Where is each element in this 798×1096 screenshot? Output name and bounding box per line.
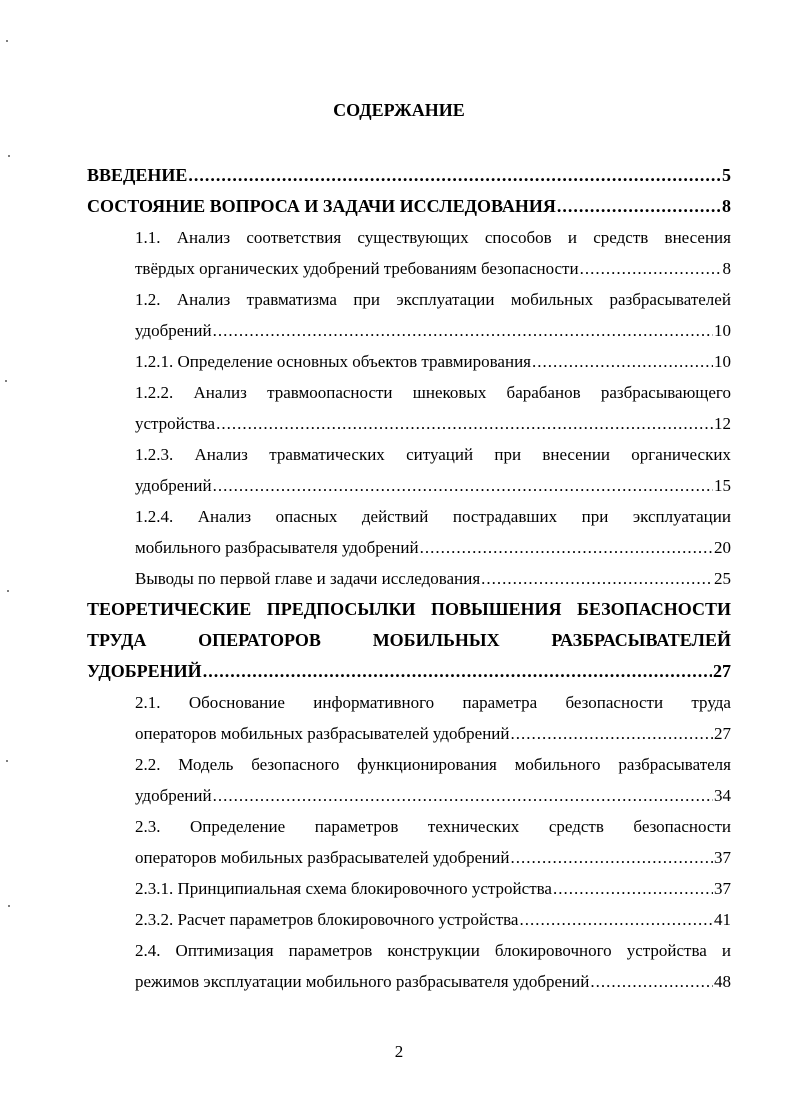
toc-entry[interactable]: [135, 811, 731, 873]
toc-word: разбрасывающего: [600, 383, 731, 402]
toc-word: внесении: [542, 445, 611, 464]
toc-entry-line: [135, 284, 731, 315]
toc-word: безопасного: [251, 755, 340, 774]
dot-leader: [553, 873, 713, 904]
toc-entry-last-line: [135, 904, 731, 935]
toc-entry-text: 1.2.1. Определение основных объектов травмирования: [135, 352, 531, 371]
toc-word: Анализ: [197, 507, 252, 526]
toc-entry[interactable]: [87, 160, 731, 191]
toc-word: БЕЗОПАСНОСТИ: [577, 599, 731, 619]
toc-word: ПРЕДПОСЫЛКИ: [266, 599, 416, 619]
toc-word: 2.1.: [135, 693, 161, 712]
toc-word: ТЕОРЕТИЧЕСКИЕ: [87, 599, 252, 619]
toc-page-number: 27: [713, 661, 731, 681]
toc-word: средств: [593, 228, 649, 247]
toc-word: 1.1.: [135, 228, 161, 247]
toc-entry-text: удобрений: [135, 321, 212, 340]
toc-word: Анализ: [194, 445, 248, 464]
toc-entry[interactable]: [135, 377, 731, 439]
toc-entry-text: мобильного разбрасывателя удобрений: [135, 538, 419, 557]
toc-word: шнековых: [412, 383, 487, 402]
dot-leader: [188, 160, 721, 191]
toc-word: функционирования: [357, 755, 497, 774]
toc-word: при: [353, 290, 381, 309]
toc-entry[interactable]: [135, 904, 731, 935]
toc-entry-text: твёрдых органических удобрений требованиям безопасности: [135, 259, 579, 278]
toc-word: РАЗБРАСЫВАТЕЛЕЙ: [551, 630, 731, 650]
toc-entry-text: СОСТОЯНИЕ ВОПРОСА И ЗАДАЧИ ИССЛЕДОВАНИЯ: [87, 196, 556, 216]
toc-entry-last-line: [135, 253, 731, 284]
toc-entry-text: 2.3.1. Принципиальная схема блокировочного устройства: [135, 879, 552, 898]
toc-word: травматизма: [246, 290, 337, 309]
toc-entry[interactable]: [135, 749, 731, 811]
toc-entry[interactable]: [135, 563, 731, 594]
toc-entry-line: [87, 625, 731, 656]
toc-page-number: 8: [722, 259, 731, 278]
toc-word: при: [494, 445, 522, 464]
toc-entry-text: ВВЕДЕНИЕ: [87, 165, 188, 185]
toc-word: параметров: [288, 941, 373, 960]
toc-entry-text: удобрений: [135, 786, 212, 805]
toc-word: разбрасывателей: [609, 290, 731, 309]
toc-entry-last-line: [135, 532, 731, 563]
toc-page-number: 15: [714, 476, 731, 495]
toc-page-number: 10: [714, 321, 731, 340]
toc-entry[interactable]: [135, 935, 731, 997]
scan-speck: [7, 590, 9, 592]
dot-leader: [481, 563, 713, 594]
toc-word: травматических: [269, 445, 385, 464]
toc-entry-last-line: [135, 408, 731, 439]
toc-page-number: 20: [714, 538, 731, 557]
toc-word: и: [721, 941, 731, 960]
toc-word: травмоопасности: [267, 383, 393, 402]
toc-entry-line: [135, 687, 731, 718]
toc-word: соответствия: [246, 228, 342, 247]
toc-word: Определение: [190, 817, 286, 836]
toc-entry[interactable]: [87, 594, 731, 687]
toc-entry-line: [135, 935, 731, 966]
toc-word: информативного: [313, 693, 435, 712]
toc-entry[interactable]: [135, 222, 731, 284]
dot-leader: [213, 780, 713, 811]
toc-word: барабанов: [506, 383, 581, 402]
scan-speck: [5, 380, 7, 382]
toc-word: внесения: [664, 228, 731, 247]
dot-leader: [213, 315, 713, 346]
toc-entry-text: удобрений: [135, 476, 212, 495]
toc-entry-last-line: [135, 563, 731, 594]
toc-word: безопасности: [565, 693, 664, 712]
toc-entry-text: режимов эксплуатации мобильного разбрасывателя удобрений: [135, 972, 590, 991]
toc-word: блокировочного: [494, 941, 612, 960]
toc-word: параметров: [314, 817, 399, 836]
toc-word: труда: [691, 693, 731, 712]
toc-page-number: 8: [722, 196, 731, 216]
toc-word: действий: [361, 507, 429, 526]
toc-entry-line: [135, 377, 731, 408]
toc-entry[interactable]: [135, 284, 731, 346]
toc-entry[interactable]: [135, 687, 731, 749]
toc-entry-text: УДОБРЕНИЙ: [87, 661, 202, 681]
toc-word: 2.4.: [135, 941, 161, 960]
toc-entry-last-line: [135, 842, 731, 873]
dot-leader: [557, 191, 721, 222]
toc-word: 2.3.: [135, 817, 161, 836]
toc-word: Обоснование: [188, 693, 285, 712]
toc-entry-last-line: [135, 346, 731, 377]
toc-word: ПОВЫШЕНИЯ: [431, 599, 562, 619]
toc-entry-last-line: [135, 718, 731, 749]
toc-page-number: 10: [714, 352, 731, 371]
dot-leader: [203, 656, 712, 687]
toc-entry[interactable]: [135, 873, 731, 904]
toc-entry-last-line: [135, 470, 731, 501]
toc-entry-line: [135, 811, 731, 842]
page-title: СОДЕРЖАНИЕ: [333, 100, 465, 120]
scan-speck: [6, 760, 8, 762]
dot-leader: [420, 532, 713, 563]
toc-word: 1.2.2.: [135, 383, 174, 402]
dot-leader: [216, 408, 713, 439]
toc-entry[interactable]: [87, 191, 731, 222]
toc-word: Оптимизация: [175, 941, 274, 960]
toc-word: Анализ: [176, 228, 231, 247]
toc-entry-line: [135, 222, 731, 253]
toc-entry[interactable]: [135, 501, 731, 563]
toc-word: и: [567, 228, 578, 247]
toc-word: средств: [548, 817, 604, 836]
dot-leader: [532, 346, 713, 377]
dot-leader: [580, 253, 722, 284]
toc-entry-text: устройства: [135, 414, 216, 433]
toc-page-number: 25: [714, 569, 731, 588]
toc-entry-line: [135, 501, 731, 532]
toc-word: параметра: [462, 693, 538, 712]
toc-entry-last-line: [87, 160, 731, 191]
toc-word: технических: [427, 817, 520, 836]
toc-word: 1.2.4.: [135, 507, 174, 526]
toc-entry-line: [135, 439, 731, 470]
toc-word: устройства: [626, 941, 707, 960]
toc-entry-text: Выводы по первой главе и задачи исследования: [135, 569, 481, 588]
toc-word: органических: [631, 445, 731, 464]
toc-word: МОБИЛЬНЫХ: [372, 630, 500, 650]
toc-word: конструкции: [387, 941, 480, 960]
toc-entry-text: операторов мобильных разбрасывателей удобрений: [135, 724, 510, 743]
toc-entry-last-line: [135, 780, 731, 811]
scan-speck: [6, 40, 8, 42]
toc-word: ситуаций: [406, 445, 474, 464]
toc-word: эксплуатации: [632, 507, 731, 526]
toc-word: пострадавших: [452, 507, 558, 526]
dot-leader: [511, 718, 714, 749]
toc-entry-text: 2.3.2. Расчет параметров блокировочного устройства: [135, 910, 519, 929]
scan-speck: [8, 155, 10, 157]
toc-word: мобильных: [510, 290, 594, 309]
toc-entry-text: операторов мобильных разбрасывателей удобрений: [135, 848, 510, 867]
toc-page-number: 48: [714, 972, 731, 991]
toc-page-number: 34: [714, 786, 731, 805]
toc-word: 1.2.3.: [135, 445, 174, 464]
scan-speck: [8, 905, 10, 907]
toc-word: ОПЕРАТОРОВ: [198, 630, 321, 650]
toc-entry-last-line: [135, 873, 731, 904]
toc-page-number: 37: [714, 879, 731, 898]
toc-entry-line: [87, 594, 731, 625]
toc-entry[interactable]: [135, 346, 731, 377]
toc-word: безопасности: [633, 817, 731, 836]
dot-leader: [590, 966, 713, 997]
toc-word: существующих: [357, 228, 469, 247]
toc-word: Анализ: [193, 383, 247, 402]
toc-word: 1.2.: [135, 290, 161, 309]
toc-page-number: 27: [714, 724, 731, 743]
toc-entry-last-line: [135, 966, 731, 997]
toc-entry-last-line: [87, 656, 731, 687]
toc-word: Модель: [178, 755, 234, 774]
toc-page-number: 41: [714, 910, 731, 929]
toc-word: при: [581, 507, 609, 526]
toc-word: ТРУДА: [87, 630, 147, 650]
page-number: 2: [394, 1042, 404, 1061]
toc-word: эксплуатации: [396, 290, 495, 309]
toc-word: разбрасывателя: [618, 755, 731, 774]
dot-leader: [511, 842, 714, 873]
toc-word: способов: [484, 228, 552, 247]
toc-word: Анализ: [176, 290, 231, 309]
toc-entry-line: [135, 749, 731, 780]
toc-word: мобильного: [514, 755, 601, 774]
dot-leader: [213, 470, 713, 501]
toc-page-number: 12: [714, 414, 731, 433]
toc-page-number: 37: [714, 848, 731, 867]
toc-page-number: 5: [722, 165, 731, 185]
toc-word: опасных: [275, 507, 338, 526]
toc-entry-last-line: [135, 315, 731, 346]
dot-leader: [519, 904, 713, 935]
toc-word: 2.2.: [135, 755, 161, 774]
toc-entry[interactable]: [135, 439, 731, 501]
toc-entry-last-line: [87, 191, 731, 222]
